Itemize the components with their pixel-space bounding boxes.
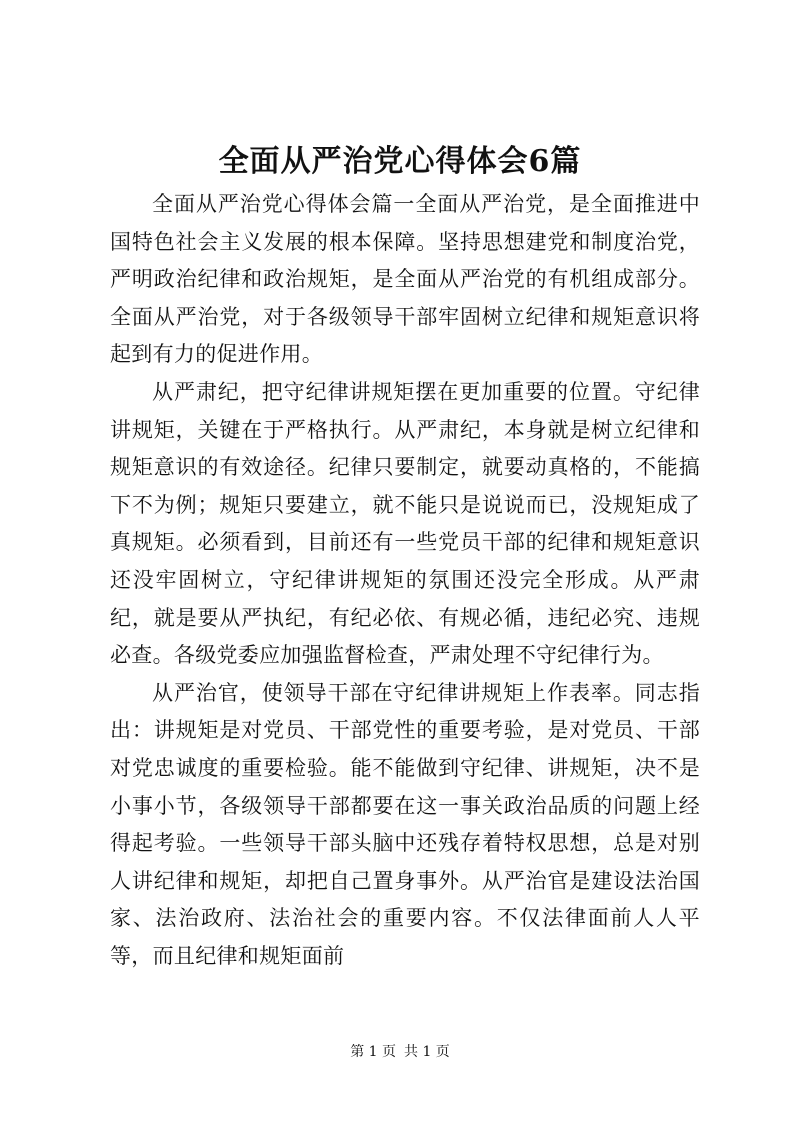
page-number: 第 1 页 (350, 1044, 396, 1060)
document-body (110, 186, 700, 975)
paragraph-1: 全面从严治党心得体会篇一全面从严治党，是全面推进中国特色社会主义发展的根本保障。坚持思想建党和制度治党，严明政治纪律和政治规矩，是全面从严治党的有机组成部分。全面从严治党，对于各级领导干部牢固树立纪律和规矩意识将起到有力的促进作用。 (110, 192, 700, 367)
paragraph-3: 从严治官，使领导干部在守纪律讲规矩上作表率。同志指出：讲规矩是对党员、干部党性的重要考验，是对党员、干部对党忠诚度的重要检验。能不能做到守纪律、讲规矩，决不是小事小节，各级领导干部都要在这一事关政治品质的问题上经得起考验。一些领导干部头脑中还残存着特权思想，总是对别人讲纪律和规矩，却把自己置身事外。从严治官是建设法治国家、法治政府、法治社会的重要内容。不仅法律面前人人平等，而且纪律和规矩面前 (110, 680, 700, 968)
page-footer (0, 1042, 800, 1062)
page-total: 共 1 页 (404, 1044, 450, 1060)
document-title: 全面从严治党心得体会6篇 (218, 144, 582, 179)
paragraph-2: 从严肃纪，把守纪律讲规矩摆在更加重要的位置。守纪律讲规矩，关键在于严格执行。从严肃纪，本身就是树立纪律和规矩意识的有效途径。纪律只要制定，就要动真格的，不能搞下不为例；规矩只要建立，就不能只是说说而已，没规矩成了真规矩。必须看到，目前还有一些党员干部的纪律和规矩意识还没牢固树立，守纪律讲规矩的氛围还没完全形成。从严肃纪，就是要从严执纪，有纪必依、有规必循，违纪必究、违规必查。各级党委应加强监督检查，严肃处理不守纪律行为。 (110, 379, 700, 668)
